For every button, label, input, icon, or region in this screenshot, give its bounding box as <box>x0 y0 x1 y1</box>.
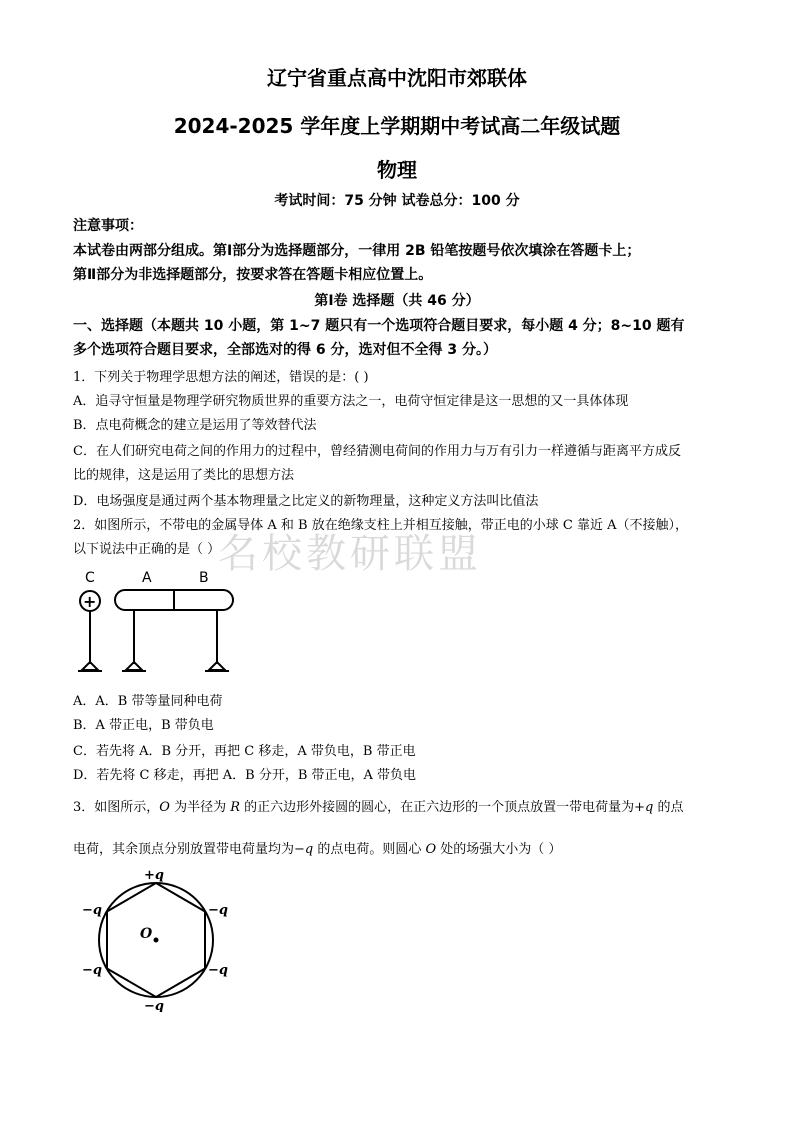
charge-lower-left: −q <box>82 963 102 978</box>
q1-option-c-line1: C．在人们研究电荷之间的作用力的过程中，曾经猜测电荷间的作用力与万有引力一样遵循与距离平方成反 <box>73 444 681 459</box>
charge-upper-right: −q <box>208 903 228 918</box>
q2-option-b: B．A 带正电，B 带负电 <box>73 718 214 733</box>
q2-option-a: A．A．B 带等量同种电荷 <box>73 694 223 709</box>
notice-line1: 本试卷由两部分组成。第Ⅰ部分为选择题部分，一律用 2B 铅笔按题号依次填涂在答题卡上； <box>73 243 641 259</box>
section1-line1: 一、选择题（本题共 10 小题，第 1~7 题只有一个选项符合题目要求，每小题 4 分；8~10 题有 <box>73 318 685 334</box>
label-a: A <box>142 570 152 586</box>
q1-option-a: A．追寻守恒量是物理学研究物质世界的重要方法之一，电荷守恒定律是这一思想的又一具体体现 <box>73 394 629 409</box>
q2-stem-line1: 2．如图所示，不带电的金属导体 A 和 B 放在绝缘支柱上并相互接触，带正电的小球 C 靠近 A（不接触）， <box>73 518 688 533</box>
exam-header-line2: 2024-2025 学年度上学期期中考试高二年级试题 <box>173 114 621 138</box>
watermark: 名校教研联盟 <box>218 531 482 577</box>
center-label: O <box>140 926 153 942</box>
q3-figure-hexagon <box>78 866 238 1012</box>
q2-option-d: D．若先将 C 移走，再把 A．B 分开，B 带正电，A 带负电 <box>73 768 417 783</box>
q3-stem-line1: 3．如图所示，O 为半径为 R 的正六边形外接圆的圆心，在正六边形的一个顶点放置一带电荷量为+q 的点 <box>73 800 684 815</box>
label-c: C <box>85 570 95 586</box>
charge-top: +q <box>144 868 164 883</box>
q1-option-c-line2: 比的规律，这是运用了类比的思想方法 <box>73 468 295 483</box>
plus-sign: + <box>83 592 97 611</box>
subject-title: 物理 <box>377 158 417 182</box>
label-b: B <box>199 570 209 586</box>
notice-heading: 注意事项： <box>73 218 143 234</box>
charge-lower-right: −q <box>208 963 228 978</box>
exam-info: 考试时间：75 分钟 试卷总分：100 分 <box>274 193 520 209</box>
q2-stem-line2: 以下说法中正确的是（ ） <box>73 542 221 557</box>
charge-upper-left: −q <box>82 903 102 918</box>
q1-stem: 1．下列关于物理学思想方法的阐述，错误的是：( ) <box>73 370 369 385</box>
notice-line2: 第Ⅱ部分为非选择题部分，按要求答在答题卡相应位置上。 <box>73 267 433 283</box>
q1-option-b: B．点电荷概念的建立是运用了等效替代法 <box>73 418 317 433</box>
center-point <box>154 938 159 943</box>
part1-title: 第Ⅰ卷 选择题（共 46 分） <box>314 293 480 309</box>
exam-header-line1: 辽宁省重点高中沈阳市郊联体 <box>267 66 527 90</box>
charge-bottom: −q <box>144 999 164 1012</box>
q1-option-d: D．电场强度是通过两个基本物理量之比定义的新物理量，这种定义方法叫比值法 <box>73 494 539 509</box>
q2-figure-conductors <box>72 566 242 678</box>
q2-option-c: C．若先将 A．B 分开，再把 C 移走，A 带负电，B 带正电 <box>73 744 416 759</box>
q3-stem-line2: 电荷，其余顶点分别放置带电荷量均为−q 的点电荷。则圆心 O 处的场强大小为（ ） <box>73 842 562 857</box>
section1-line2: 多个选项符合题目要求，全部选对的得 6 分，选对但不全得 3 分。） <box>73 342 497 358</box>
